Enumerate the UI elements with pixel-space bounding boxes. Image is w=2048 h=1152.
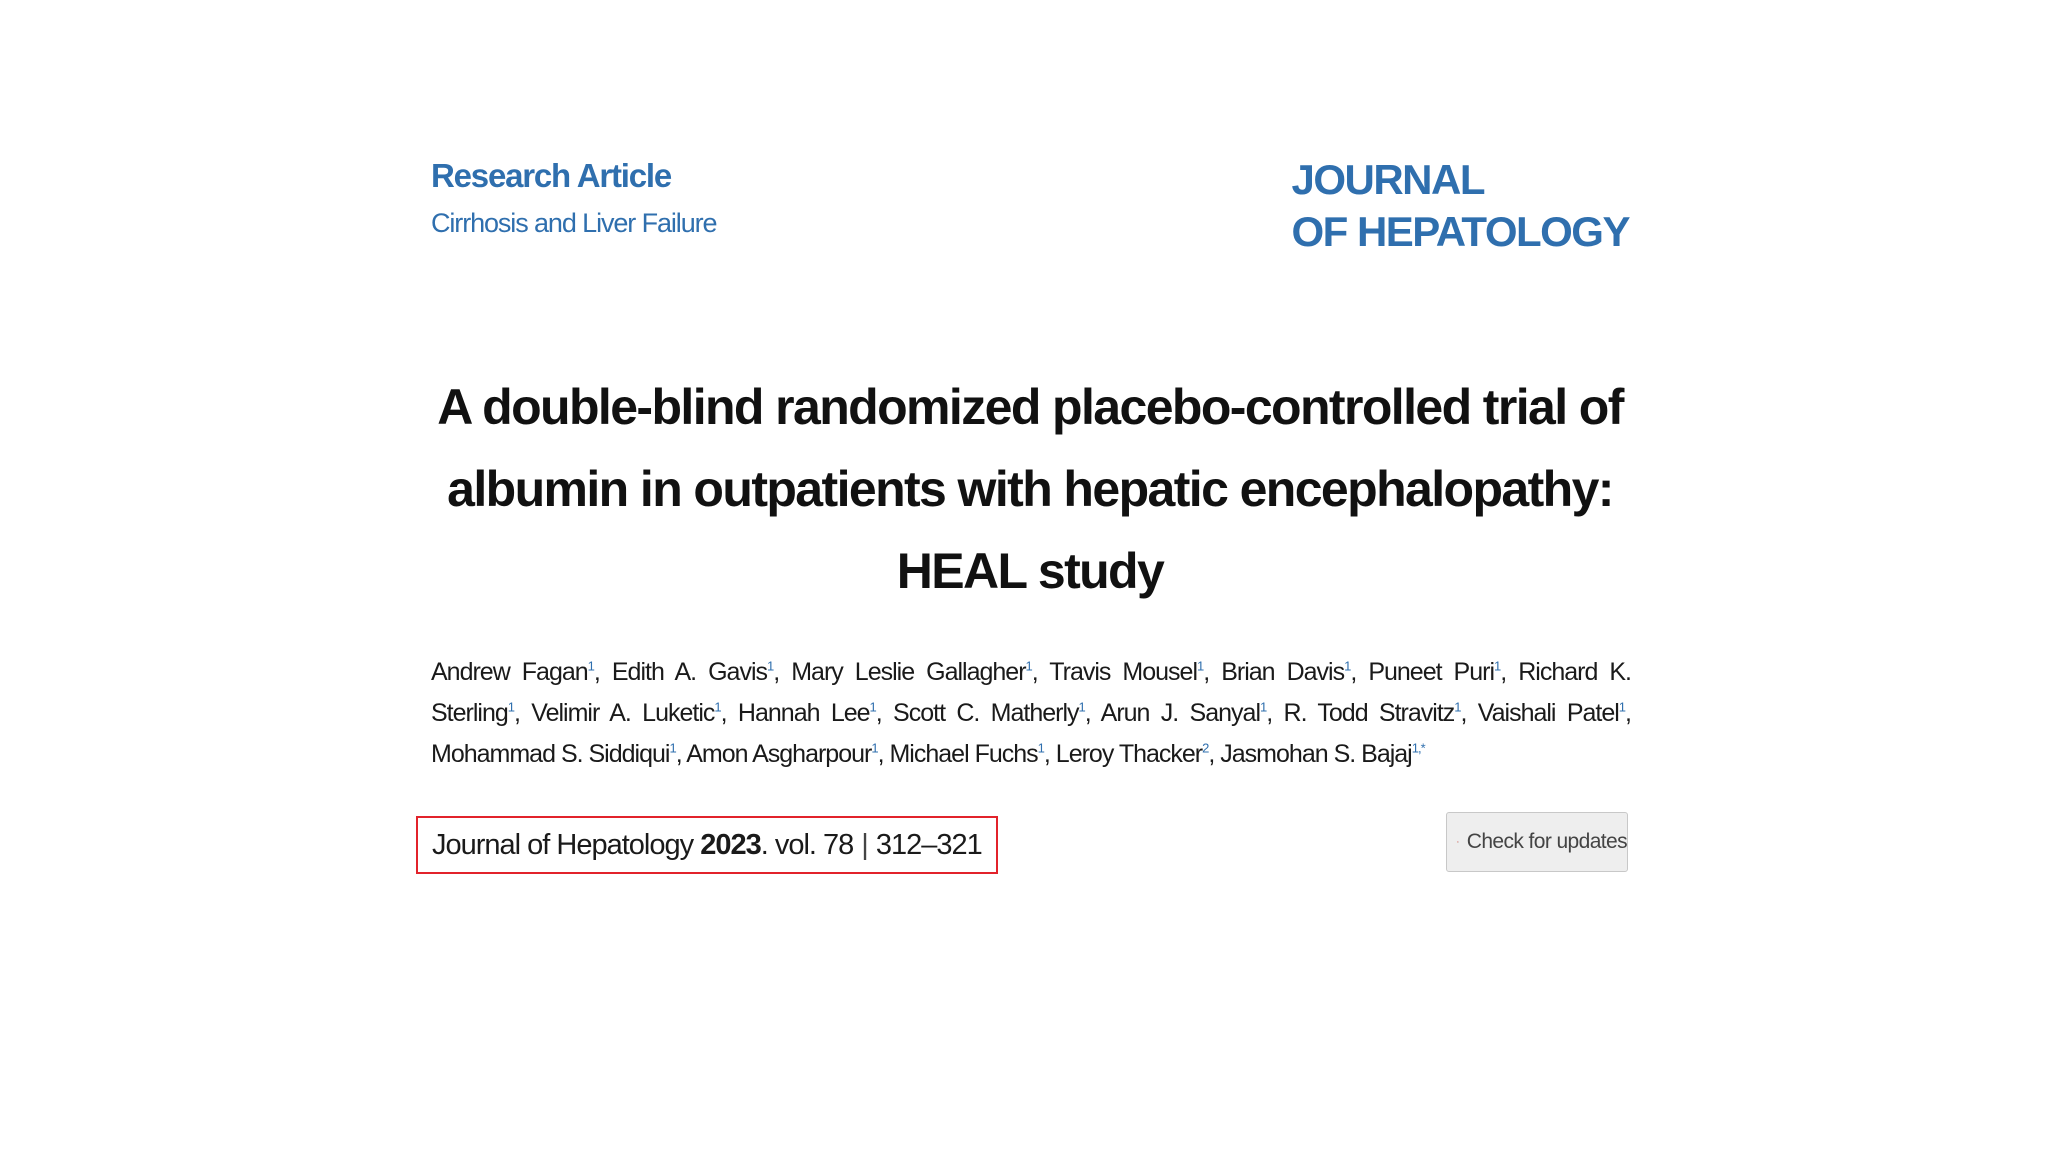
author-name[interactable] [1368,658,1500,686]
author-name[interactable] [1478,699,1625,727]
citation-volume: . vol. 78 [760,828,854,861]
citation-box [416,816,998,874]
author-affiliation-marker: 1 [587,658,594,674]
author-name[interactable] [1049,658,1203,686]
author-affiliation-marker: 1 [1037,740,1044,756]
author-name[interactable] [889,740,1043,768]
title-line-3: HEAL study [896,543,1164,599]
journal-logo-line1: JOURNAL [1291,156,1484,203]
author-affiliation-marker: 1 [1078,699,1085,715]
author-affiliation-marker: 1 [669,740,676,756]
author-name-text: Travis Mousel [1049,658,1198,686]
author-name-text: Velimir A. Luketic [531,699,715,727]
check-for-updates-label: Check for updates [1466,830,1627,853]
title-line-2: albumin in outpatients with hepatic encephalopathy: [447,461,1613,517]
article-title [431,366,1629,612]
author-name[interactable] [531,699,720,727]
author-name[interactable] [791,658,1032,686]
author-name[interactable] [893,699,1085,727]
author-affiliation-marker: 1 [1454,699,1461,715]
journal-logo [1291,154,1629,258]
author-name[interactable] [686,740,877,768]
author-name[interactable] [1220,740,1424,768]
author-name[interactable] [431,740,676,768]
title-line-1: A double-blind randomized placebo-controlled trial of [437,379,1623,435]
author-affiliation-marker: 1 [1197,658,1204,674]
author-name-text: Jasmohan S. Bajaj [1220,740,1412,768]
author-name-text: Scott C. Matherly [893,699,1079,727]
author-affiliation-marker: 1 [869,699,876,715]
author-affiliation-marker: 1 [1494,658,1501,674]
citation-separator: | [861,828,868,861]
author-name-text: Mohammad S. Siddiqui [431,740,670,768]
author-affiliation-marker: 1 [1025,658,1032,674]
author-name[interactable] [1056,740,1209,768]
author-affiliation-marker: 1 [1344,658,1351,674]
author-name[interactable] [431,658,594,686]
author-affiliation-marker: 1 [714,699,721,715]
author-name-text: Brian Davis [1221,658,1345,686]
author-name[interactable] [1221,658,1350,686]
check-for-updates-button[interactable] [1446,812,1628,872]
author-affiliation-marker: 1 [767,658,774,674]
author-name-text: Richard K. Sterling [431,658,1631,727]
author-affiliation-marker: 2 [1202,740,1209,756]
author-name-text: R. Todd Stravitz [1283,699,1455,727]
author-name-text: Hannah Lee [737,699,870,727]
citation-journal: Journal of Hepatology [432,828,694,861]
author-affiliation-marker: 1 [1618,699,1626,715]
author-affiliation-marker: 1 [871,740,878,756]
author-name[interactable] [1101,699,1267,727]
author-affiliation-marker: 1 [1260,699,1267,715]
author-name-text: Andrew Fagan [431,658,588,686]
article-type-label: Research Article [431,157,672,194]
author-affiliation-marker: 1,* [1411,740,1425,756]
author-name-text: Puneet Puri [1368,658,1495,686]
author-list: Andrew Fagan$^1$, Edith A. Gavis$^1$, Mary Leslie Gallagher$^1$, Travis Mousel$^1$, Brian Davis$^1$, Puneet Puri$^1$, Richard K. Sterling$^1$, Velimir A. Luketic$^1$, Hannah Lee$^1$, Scott C. Matherly$^1$, Arun J. Sanyal$^1$, R. Todd Stravitz$^1$, Vaishali Patel$^1$, Mohammad S. Siddiqui$^1$, Amon Asgharpour$^1$, Michael Fuchs$^1$, Leroy Thacker$^2$, Jasmohan S. Bajaj$^{1,*}$ [431,658,1631,768]
author-name-text: Mary Leslie Gallagher [791,658,1026,686]
author-name[interactable] [1284,699,1461,727]
author-name-text: Arun J. Sanyal [1100,699,1260,727]
journal-logo-line2: OF HEPATOLOGY [1291,208,1629,255]
author-name[interactable] [612,658,773,686]
author-affiliation-marker: 1 [507,699,514,715]
citation-pages: 312–321 [875,828,982,861]
author-name-text: Leroy Thacker [1055,740,1203,768]
author-name-text: Edith A. Gavis [611,658,768,686]
author-name-text: Michael Fuchs [889,740,1038,768]
author-name-text: Vaishali Patel [1477,699,1619,727]
crossmark-icon [1457,823,1459,861]
citation-year: 2023 [700,828,761,861]
article-section-label: Cirrhosis and Liver Failure [431,208,717,238]
article-type-block [431,152,716,246]
author-name-text: Amon Asgharpour [686,740,872,768]
author-name[interactable] [738,699,876,727]
